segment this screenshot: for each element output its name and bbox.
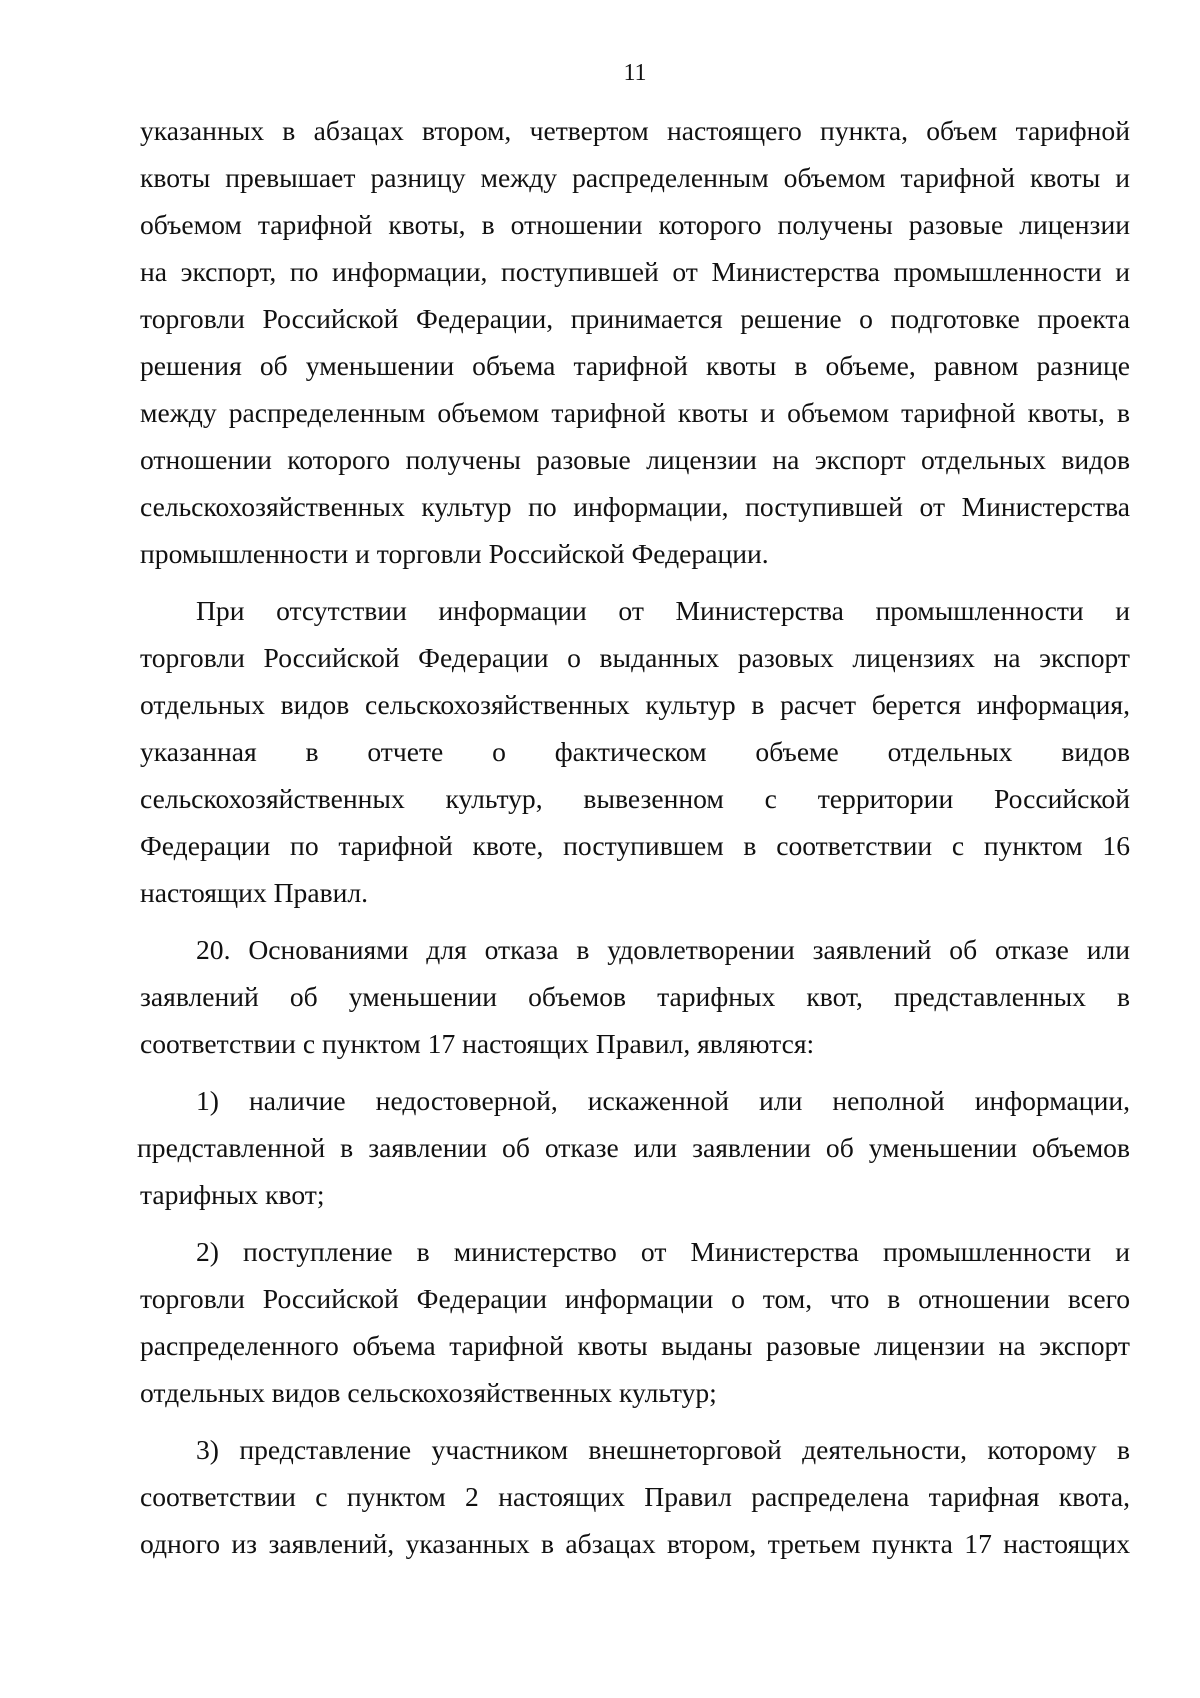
paragraph-subitem-2 [140, 1228, 1130, 1416]
paragraph-continuation [140, 107, 1130, 577]
text-line: настоящих Правил. [140, 877, 369, 908]
text-line: Федерации по тарифной квоте, поступившем в соответствии с пунктом 16 [140, 830, 1130, 861]
text-line: 3) представление участником внешнеторговой деятельности, которому в [196, 1434, 1130, 1465]
text-line: одного из заявлений, указанных в абзацах втором, третьем пункта 17 настоящих [140, 1528, 1130, 1559]
text-line: торговли Российской Федерации информации о том, что в отношении всего [140, 1283, 1130, 1314]
text-line: промышленности и торговли Российской Федерации. [140, 538, 769, 569]
text-line: квоты превышает разницу между распределенным объемом тарифной квоты и [140, 162, 1130, 193]
text-line: При отсутствии информации от Министерства промышленности и [196, 595, 1130, 626]
paragraph-subitem-1 [137, 1077, 1130, 1218]
text-line: указанная в отчете о фактическом объеме отдельных видов [140, 736, 1130, 767]
text-line: 2) поступление в министерство от Министерства промышленности и [196, 1236, 1130, 1267]
paragraph-item-20 [140, 926, 1130, 1067]
text-line: торговли Российской Федерации о выданных разовых лицензиях на экспорт [140, 642, 1130, 673]
text-line: указанных в абзацах втором, четвертом настоящего пункта, объем тарифной [140, 115, 1130, 146]
text-line: сельскохозяйственных культур по информации, поступившей от Министерства [140, 491, 1130, 522]
text-line: отдельных видов сельскохозяйственных культур в расчет берется информация, [140, 689, 1130, 720]
paragraph-no-info [140, 587, 1130, 916]
text-line: между распределенным объемом тарифной квоты и объемом тарифной квоты, в [140, 397, 1130, 428]
paragraph-subitem-3 [140, 1426, 1130, 1567]
text-line: торговли Российской Федерации, принимается решение о подготовке проекта [140, 303, 1130, 334]
text-line: отдельных видов сельскохозяйственных культур; [140, 1377, 717, 1408]
text-line: соответствии с пунктом 17 настоящих Правил, являются: [140, 1028, 815, 1059]
text-line: объемом тарифной квоты, в отношении которого получены разовые лицензии [140, 209, 1130, 240]
text-line: 20. Основаниями для отказа в удовлетворении заявлений об отказе или [196, 934, 1130, 965]
text-line: на экспорт, по информации, поступившей от Министерства промышленности и [140, 256, 1130, 287]
text-line: 1) наличие недостоверной, искаженной или неполной информации, [196, 1085, 1130, 1116]
text-line: тарифных квот; [140, 1179, 325, 1210]
document-body [137, 107, 1130, 1567]
text-line: решения об уменьшении объема тарифной квоты в объеме, равном разнице [140, 350, 1130, 381]
page-number: 11 [623, 60, 647, 86]
text-line: сельскохозяйственных культур, вывезенном с территории Российской [140, 783, 1130, 814]
text-line: представленной в заявлении об отказе или заявлении об уменьшении объемов [137, 1132, 1130, 1163]
text-line: заявлений об уменьшении объемов тарифных квот, представленных в [140, 981, 1130, 1012]
text-line: соответствии с пунктом 2 настоящих Правил распределена тарифная квота, [140, 1481, 1130, 1512]
text-line: отношении которого получены разовые лицензии на экспорт отдельных видов [140, 444, 1130, 475]
text-line: распределенного объема тарифной квоты выданы разовые лицензии на экспорт [140, 1330, 1130, 1361]
